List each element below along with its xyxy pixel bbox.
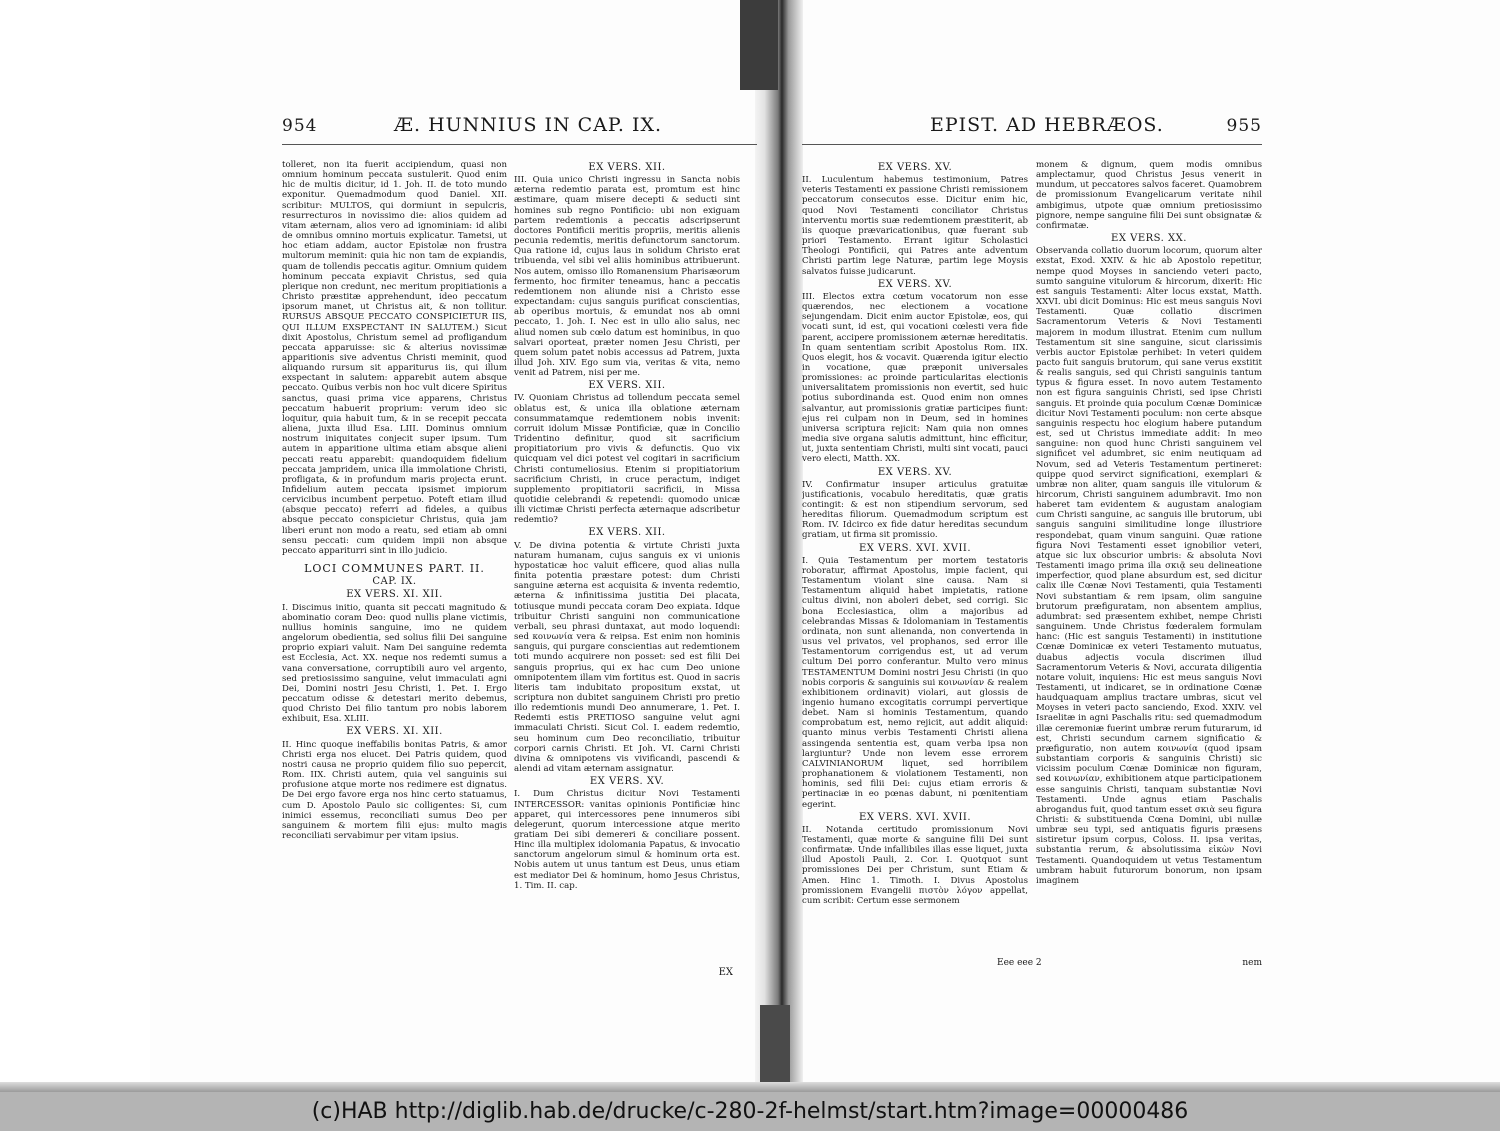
section-heading: LOCI COMMUNES PART. II. [304,562,485,576]
left-column-b [514,160,740,980]
right-head-title: EPIST. AD HEBRÆOS. [930,114,1164,136]
section-heading: EX VERS. XII. [588,380,666,392]
gutter-shadow-bottom [760,1005,790,1092]
right-signature-mark: Eee eee 2 [997,958,1042,968]
left-running-head [282,110,757,145]
scan-margin [0,0,150,1092]
section-heading: EX VERS. XX. [1111,233,1187,245]
copyright-footer: (c)HAB http://diglib.hab.de/drucke/c-280-2f-helmst/start.htm?image=00000486 [0,1092,1500,1131]
section-heading: EX VERS. XV. [877,278,953,290]
section-heading: EX VERS. XI. XII. [346,589,443,601]
paragraph: tolleret, non ita fuerit accipiendum, quasi non omnium hominum peccata sustulerit. Quod enim hic de multis dicitur, id 1. Joh. II. de toto mundo exponitur. Quemadmodum quod Daniel. XII. scribitur: MULTOS, qui dormiunt in sepulcris, resurrecturos in novissimo die: alios quidem ad vitam æternam, alios vero ad ignominiam: id alibi de omnibus omnino mortuis explicatur. Tametsi, ut hoc etiam addam, auctor Epistolæ non frustra multorum meminit: quia hic non tam de expiandis, quam de tollendis peccatis agitur. Omnium quidem hominum peccata expiavit Christus, sed quia plerique non credunt, nec meritum propitiationis a Christo præstitæ apprehendunt, ideo peccatum ipsorum manet, ut Christus ait, & non tollitur. RURSUS ABSQUE PECCATO CONSPICIETUR IIS, QUI ILLUM EXSPECTANT IN SALUTEM.) Sicut dixit Apostolus, Christum semel ad profligandum peccata apparuisse: sic & alterius novissimæ apparitionis sive adventus Christi meminit, quod aliquando rursum sit appariturus iis, qui illum exspectant in salutem: apparebit autem absque peccato. Quibus verbis non hoc vult dicere Spiritus sanctus, quasi prima vice apparens, Christus peccatum habuerit proprium: verum ideo sic loquitur, quia habuit tum, & in se recepit peccata aliena, juxta illud Esa. LIII. Dominus omnium nostrum iniquitates conjecit super ipsum. Tum autem in apparitione ultima etiam absque alieni peccati reatu apparebit: quandoquidem fidelium peccata jampridem, unica illa immolatione Christi, profligata, & in profundum maris projecta erunt. Infidelium autem peccata ipsismet impiorum cervicibus incumbent perpetuo. Poteft etiam illud (absque peccato) referri ad fideles, a quibus absque peccato conspicietur Christus, quia jam liberi erunt non modo a reatu, sed etiam ab omni sensu peccati: cum quidem impii non absque peccato appariturri sint in illo judicio. [282,160,507,556]
paragraph: IV. Confirmatur insuper articulus gratuitæ justificationis, vocabulo hereditatis, quæ gratis contingit: & est non stipendium servorum, sed hereditas filiorum. Quemadmodum scriptum est Rom. IV. Idcirco ex fide datur hereditas secundum gratiam, ut firma sit promissio. [802,479,1028,541]
paragraph: I. Dum Christus dicitur Novi Testamenti INTERCESSOR: vanitas opinionis Pontificiæ hinc apparet, qui intercessores pene innumeros sibi delegerunt, quorum intercessione atque merito gratiam Dei sibi demereri & conciliare possent. Hinc illa multiplex idolomania Papatus, & invocatio sanctorum angelorum simul & hominum orta est. Nobis autem ut unus tantum est Deus, unus etiam est mediator Dei & hominum, homo Jesus Christus, 1. Tim. II. cap. [514,789,740,891]
right-catchword: nem [1242,958,1262,968]
paragraph: I. Quia Testamentum per mortem testatoris roboratur, affirmat Apostolus, impie facient, qui Testamentum violant sine causa. Nam si Testamentum aliquid habet impietatis, ratione cultus divini, non aboleri debet, sed corrigi. Sic bona Ecclesiastica, olim a majoribus ad celebrandas Missas & Idolomaniam in Testamentis ordinata, non sunt alienanda, non convertenda in usus vel privatos, vel prophanos, sed error ille Testamentorum corrigendus est, ut ad verum cultum Dei porro conferantur. Multo vero minus TESTAMENTUM Domini nostri Jesu Christi (in quo nobis corporis & sanguinis sui κοινωνίαν & realem exhibitionem ordinavit) violari, aut glossis de ingenio humano excogitatis corrumpi pervertique debet. Nam si hominis Testamentum, quando comprobatum est, nemo rejicit, aut addit aliquid: quanto minus verbis Testamenti Christi aliena assingenda sententia est, quam verba ipsa non largiuntur? Unde non levem esse errorem CALVINIANORUM liquet, sed horribilem prophanationem & violationem Testamenti, non hominis, sed filii Dei: cujus etiam erroris & pertinaciæ in eo pœnas dabunt, ni pœnitentiam egerint. [802,555,1028,810]
right-page [802,110,1262,990]
paragraph: II. Notanda certitudo promissionum Novi Testamenti, quæ morte & sanguine filii Dei sunt confirmatæ. Unde infallibiles illas esse liquet, juxta illud Apostoli Pauli, 2. Cor. I. Quotquot sunt promissiones Dei per Christum, sunt Etiam & Amen. Hinc 1. Timoth. I. Divus Apostolus promissionem Evangelii πιστὸν λόγον appellat, cum scribit: Certum esse sermonem [802,824,1028,906]
section-heading: EX VERS. XV. [589,776,665,788]
paragraph: Observanda collatio duorum locorum, quorum alter exstat, Exod. XXIV. & hic ab Apostolo repetitur, nempe quod Moyses in sanciendo veteri pacto, sumto sanguine vitulorum & hircorum, dixerit: Hic est sanguis Testamenti: Alter locus exstat, Matth. XXVI. ubi dicit Dominus: Hic est meus sanguis Novi Testamenti. Quæ collatio discrimen Sacramentorum Veteris & Novi Testamenti majorem in modum illustrat. Etenim cum nullum Testamentum sit sine sanguine, sicut clarissimis verbis auctor Epistolæ perhibet: In veteri quidem pacto fuit sanguis brutorum, qui sane verus exstitit & realis sanguis, sed qui Christi sanguinis tantum typus & figura esset. In novo autem Testamento non est figura sanguinis Christi, sed ipse Christi sanguis. Et proinde quia poculum Cœnæ Dominicæ dicitur Novi Testamenti poculum: non certe absque sanguinis respectu hoc elogium habere putandum est, sed ut Christus immediate addit: In meo sanguine: non quod hunc Christi sanguinem vel significet vel adumbret, sic enim neutiquam ad Novum, sed ad Veteris Testamentum pertineret: quippe quod servirct significationi, exemplari & umbræ non aliter, quam sanguis ille vitulorum & hircorum, Christi sanguinem adumbravit. Imo non haberet tam evidentem & augustam analogiam cum Christi sanguine, ac sanguis ille brutorum, ubi sanguis sanguini similitudine longe illustriore respondebat, quam vinum sanguini. Quæ ratione figura Novi Testamenti esset ignobilior veteri, atque sic lux obscurior umbris: & absoluta Novi Testamenti imago prima illa σκιᾷ seu delineatione imperfectior, quod plane absurdum est, sed dicitur calix ille Cœnæ Novi Testamenti, quia Testamenti Novi substantiam & rem ipsam, olim sanguine brutorum præfiguratam, non absentem amplius, adumbrat: sed præsentem exhibet, nempe Christi sanguinem. Unde Christus fœderalem formulam hanc: (Hic est sanguis Testamenti) in institutione Cœnæ Dominicæ ex veteri Testamento mutuatus, duabus adjectis vocula discrimen illud Sacramentorum Veteris & Novi, accurata diligentia notare voluit, inquiens: Hic est meus sanguis Novi Testamenti, ut indicaret, se in ordinatione Cœnæ haudquaquam amplius tractare umbras, sicut vel Moyses in veteri pacto sanciendo, Exod. XXIV. vel Israelitæ in agni Paschalis ritu: sed quemadmodum illæ ceremoniæ fuerint umbræ rerum futurarum, id est, Christi secundum carnem significatio & præfiguratio, non autem κοινωνία (quod ipsam substantiam corporis & sanguinis Christi) sic vicissim poculum Cœnæ Dominicæ non figuram, sed κοινωνίαν, exhibitionem atque participationem esse sanguinis Christi, tanquam substantiæ Novi Testamenti. Unde agnus etiam Paschalis abrogandus fuit, quod tantum esset σκιὰ seu figura Christi: & substituenda Cœna Domini, ubi nullæ umbræ seu typi, sed antiquatis figuris præsens sistiretur ipsum corpus, Coloss. II. ipsa veritas, substantia rerum, & absolutissima εἰκὼν Novi Testamenti. Quandoquidem ut vetus Testamentum umbram habuit futurorum bonorum, non ipsam imaginem [1036,246,1262,886]
left-column-a [282,160,507,980]
paragraph: IV. Quoniam Christus ad tollendum peccata semel oblatus est, & unica illa oblatione æternam consummatamque redemtionem nobis invenit: corruit idolum Missæ Pontificiæ, quæ in Concilio Tridentino definitur, quod sit sacrificium propitiatorium pro vivis & defunctis. Quo vix quicquam vel dici potest vel cogitari in sacrificium Christi contumeliosius. Etenim si propitiatorium sacrificium Christi, in cruce peractum, indiget supplemento propitiatorii sacrificii, in Missa quotidie celebrandi & repetendi: quomodo unicæ illi victimæ Christi perfecta æternaque adscribetur redemtio? [514,393,740,526]
paragraph: V. De divina potentia & virtute Christi juxta naturam humanam, cujus sanguis ex vi unionis hypostaticæ hoc valuit efficere, quod alias nulla finita potentia præstare potest: dum Christi sanguine æterna est acquisita & inventa redemtio, æterna & infinitissima justitia Dei placata, totiusque mundi peccata coram Deo expiata. Idque tribuitur Christi sanguini non communicatione verbali, seu phrasi duntaxat, aut modo loquendi: sed κοινωνία vera & reipsa. Est enim non hominis sanguis, qui purgare conscientias aut redemtionem toti mundo acquirere non posset: sed est filii Dei sanguis proprius, qui ex hac cum Deo unione omnipotentem illam vim fortitus est. Quod in sacris literis tam indubitato propositum exstat, ut scriptura non dubitet sanguinem Christi pro pretio illo redemtionis mundi Deo annumerare, 1. Pet. I. Redemti estis PRETIOSO sanguine velut agni immaculati Christi. Sicut Col. I. eadem redemtio, seu hominum cum Deo reconciliatio, tribuitur corpori carnis Christi. Et Joh. VI. Carni Christi divina & omnipotens vis vivificandi, pascendi & alendi ad vitam æternam assignatur. [514,540,740,775]
section-heading: EX VERS. XII. [588,527,666,539]
paragraph: monem & dignum, quem modis omnibus amplectamur, quod Christus Jesus venerit in mundum, ut peccatores salvos faceret. Quamobrem de promissionum Evangelicarum veritate nihil ambigimus, utpote quæ omnium pretiosissimo pignore, nempe sanguine filii Dei sunt obsignatæ & confirmatæ. [1036,160,1262,231]
book-gutter [755,0,803,1092]
section-heading: CAP. IX. [372,576,417,588]
paragraph: III. Electos extra cœtum vocatorum non esse quærendos, nec electionem a vocatione sejungendam. Dicit enim auctor Epistolæ, eos, qui vocati sunt, id est, qui vocationi cœlesti vera fide parent, accipere promissionem æternæ hereditatis. In quam sententiam scribit Apostolus Rom. IIX. Quos elegit, hos & vocavit. Quærenda igitur electio in vocatione, quæ præponit universales promissiones: ac proinde particularitas electionis universalitatem promissionis non evertit, sed huic potius subordinanda est. Quod enim non omnes salvantur, aut promissionis gratiæ participes fiunt: ejus rei culpam non in Deum, sed in homines universa scriptura rejicit: Nam quia non omnes media sive organa salutis admittunt, hinc efficitur, ut, juxta sententiam Christi, multi sint vocati, pauci vero electi, Matth. XX. [802,291,1028,465]
section-heading: EX VERS. XI. XII. [346,726,443,738]
section-heading: EX VERS. XII. [588,162,666,173]
right-column-a [802,160,1028,980]
left-catchword: EX [718,967,733,978]
paragraph: II. Hinc quoque ineffabilis bonitas Patris, & amor Christi erga nos elucet. Dei Patris quidem, quod nostri causa ne proprio quidem filio suo pepercit, Rom. IIX. Christi autem, quia vel sanguinis sui profusione atque morte nos redimere est dignatus. De Dei ergo favore erga nos hinc certo statuamus, cum D. Apostolo Paulo sic colligentes: Si, cum inimici essemus, reconciliati sumus Deo per sanguinem & mortem filii ejus: multo magis reconciliati servabimur per vitam ipsius. [282,739,507,841]
section-heading: EX VERS. XV. [877,466,953,478]
section-heading: EX VERS. XVI. XVII. [858,811,972,823]
left-page-number: 954 [282,116,318,136]
right-page-number: 955 [1226,116,1262,136]
paragraph: II. Luculentum habemus testimonium, Patres veteris Testamenti ex passione Christi remissionem peccatorum consecutos esse. Dicitur enim hic, quod Novi Testamenti conciliator Christus interventu mortis suæ redemtionem præstiterit, ab iis quoque prævaricationibus, quæ fuerant sub priori Testamento. Errant igitur Scholastici Theologi Pontificii, qui Patres ante adventum Christi partim lege Naturæ, partim lege Moysis salvatos fuisse judicarunt. [802,175,1028,277]
left-head-title: Æ. HUNNIUS IN CAP. IX. [394,114,663,136]
paragraph: I. Discimus initio, quanta sit peccati magnitudo & abominatio coram Deo: quod nullis plane victimis, nullius hominis sanguine, imo ne quidem angelorum obedientia, sed solius filii Dei sanguine proprio expiari valuit. Nam Dei sanguine redemta est Ecclesia, Act. XX. neque nos redemti sumus a vana conversatione, corruptibili auro vel argento, sed pretiosissimo sanguine, velut immaculati agni Dei, Domini nostri Jesu Christi, 1. Pet. I. Ergo peccatum odisse & detestari merito debemus, quod Christo Dei filio tantum pro nobis laborem exhibuit, Esa. XLIII. [282,602,507,725]
right-running-head [802,110,1262,145]
paragraph: III. Quia unico Christi ingressu in Sancta nobis æterna redemtio parata est, promtum est hinc æstimare, quam misere decepti & seducti sint homines sub regno Pontificio: ubi non exiguam partem redemtionis a peccatis adscripserunt doctores Pontificii meritis propriis, meritis alienis pecunia redemtis, meritis defunctorum sanctorum. Qua ratione id, cujus laus in solidum Christo erat tribuenda, vel sibi vel aliis hominibus attribuerunt. Nos autem, omisso illo Romanensium Pharisæorum fermento, hoc firmiter teneamus, hanc a peccatis redemtionem non aliunde nisi a Christo esse expectandam: cujus sanguis purificat conscientias, ab operibus mortuis, & emundat nos ab omni peccato, 1. Joh. I. Nec est in ullo alio salus, nec aliud nomen sub cœlo datum est hominibus, in quo salvari oporteat, præter nomen Jesu Christi, per quem solum patet nobis accessus ad Patrem, juxta illud Joh. XIV. Ego sum via, veritas & vita, nemo venit ad Patrem, nisi per me. [514,175,740,379]
left-page [282,110,757,990]
right-column-b [1036,160,1262,980]
gutter-shadow-top [740,0,778,90]
section-heading: EX VERS. XV. [877,162,953,173]
section-heading: EX VERS. XVI. XVII. [858,542,972,554]
page-bottom-edge [0,1082,1500,1092]
